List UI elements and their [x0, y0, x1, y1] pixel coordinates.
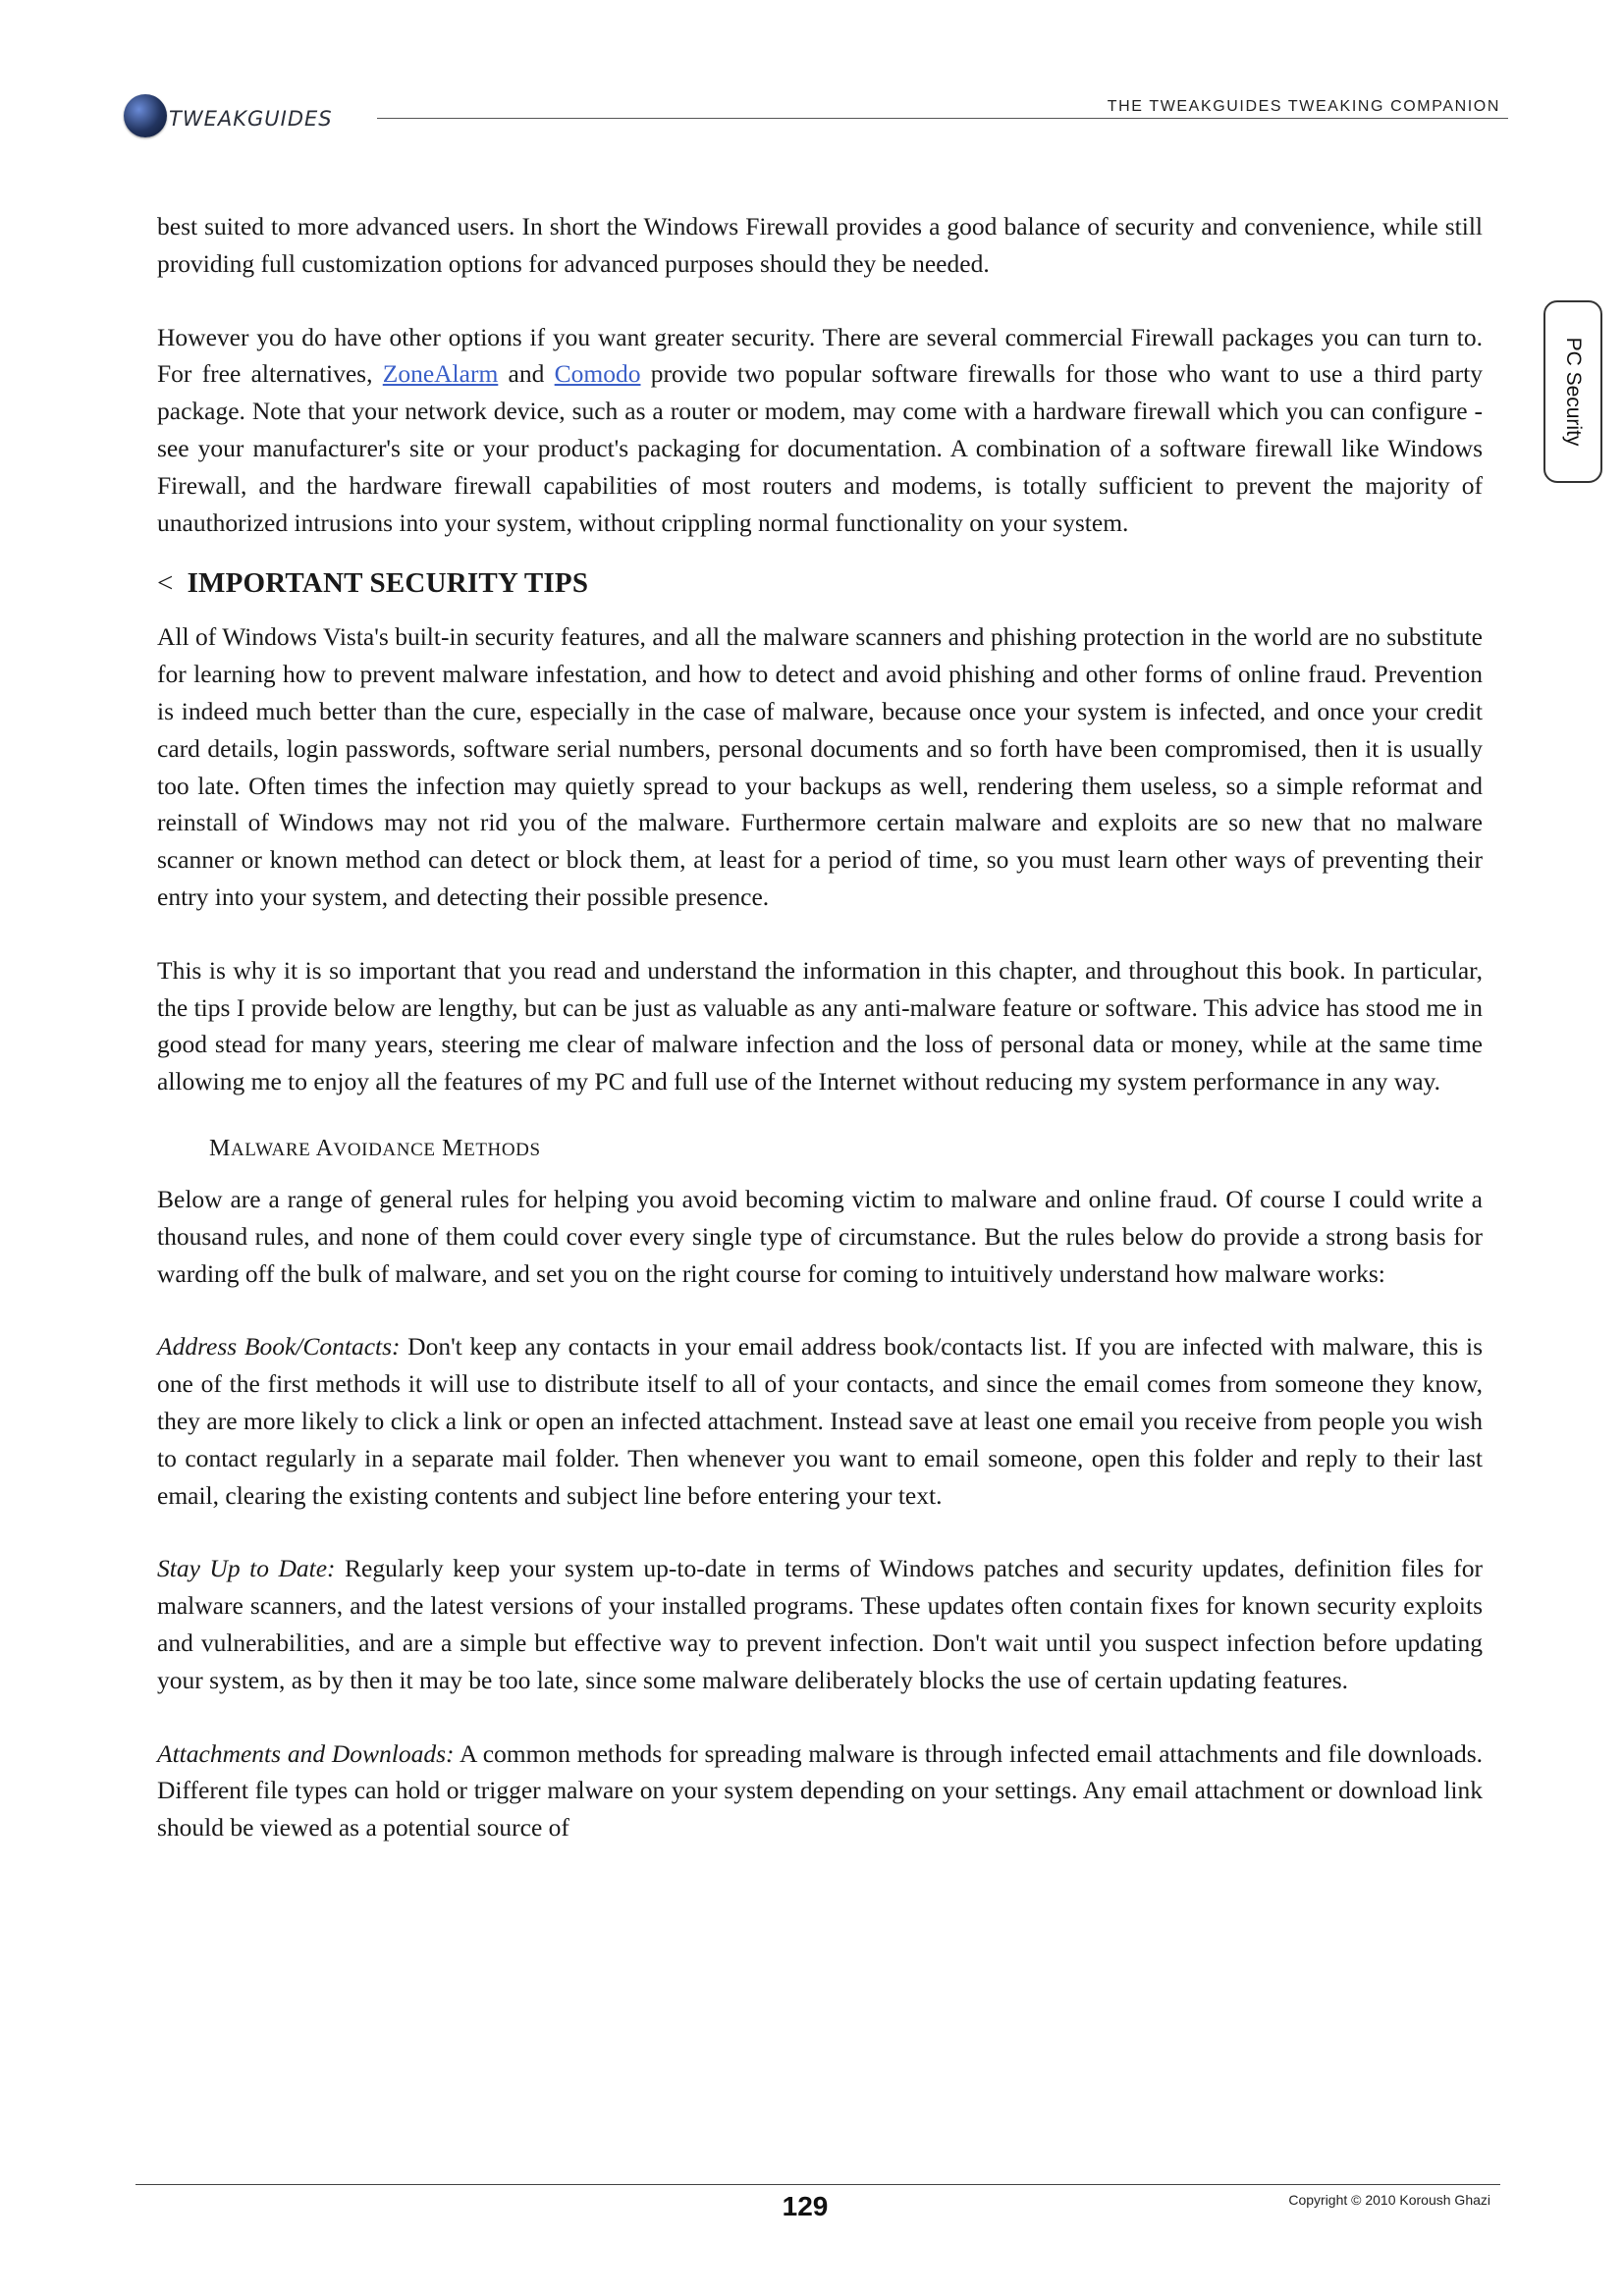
tip-lead: Attachments and Downloads:	[157, 1738, 455, 1768]
paragraph-firewall-options	[157, 319, 1483, 542]
comodo-link[interactable]: Comodo	[554, 359, 641, 389]
paragraph-address-book	[157, 1328, 1483, 1514]
page-number: 129	[782, 2191, 829, 2221]
page-content	[157, 208, 1483, 1846]
tip-lead: Stay Up to Date:	[157, 1554, 336, 1583]
section-heading	[157, 563, 1483, 603]
heading-smallcaps: ALWARE	[230, 1139, 311, 1160]
chapter-side-tab-label: PC Security	[1562, 337, 1585, 447]
chapter-side-tab	[1543, 300, 1602, 483]
paragraph-general-rules: Below are a range of general rules for helping you avoid becoming victim to malware and online fraud. Of course I could write a thousand rules, and none of them could cover every single type of circumstance. But the rules below do provide a strong basis for warding off the bulk of malware, and set you on the right course for coming to intuitively understand how malware works:	[157, 1184, 1483, 1288]
paragraph-importance: This is why it is so important that you read and understand the information in this chapter, and throughout this book. In particular, the tips I provide below are lengthy, but can be just as valuable as any anti-malware feature or software. This advice has stood me in good stead for many years, steering me clear of malware infection and the loss of personal data or money, while at the same time allowing me to enjoy all the features of my PC and full use of the Internet without reducing my system performance in any way.	[157, 955, 1483, 1096]
logo-text: TWEAKGUIDES	[169, 107, 333, 131]
paragraph-prevention: All of Windows Vista's built-in security features, and all the malware scanners and phishing protection in the world are no substitute for learning how to prevent malware infestation, and how to detect and avoid phishing and other forms of online fraud. Prevention is indeed much better than the cure, especially in the case of malware, because once your system is infected, and once your credit card details, login passwords, software serial numbers, personal documents and so forth have been compromised, then it is usually too late. Often times the infection may quietly spread to your backups as well, rendering them useless, so a simple reformat and reinstall of Windows may not rid you of the malware. Furthermore certain malware and exploits are so new that no malware scanner or known method can detect or block them, at least for a period of time, so you must learn other ways of preventing their entry into your system, and detecting their possible presence.	[157, 622, 1483, 911]
heading-smallcaps: ETHODS	[463, 1139, 541, 1160]
paragraph-stay-up-to-date	[157, 1550, 1483, 1698]
logo-globe-icon	[124, 94, 167, 137]
running-title: THE TWEAKGUIDES TWEAKING COMPANION	[1107, 98, 1500, 115]
paragraph-text: and	[498, 359, 555, 389]
tip-text: Regularly keep your system up-to-date in terms of Windows patches and security updates, definition files for malware scanners, and the latest versions of your installed programs. These updates often contain fixes for known security exploits and vulnerabilities, and are a simple but effective way to prevent infection. Don't wait until you suspect infection before updating your system, as by then it may be too late, since some malware deliberately blocks the use of certain updating features.	[157, 1554, 1483, 1694]
section-chevron-icon: <	[157, 567, 174, 600]
zonealarm-link[interactable]: ZoneAlarm	[382, 359, 499, 389]
tip-text: Don't keep any contacts in your email address book/contacts list. If you are infected with malware, this is one of the first methods it will use to distribute itself to all of your contacts, and since the email comes from someone they know, they are more likely to click a link or open an infected attachment. Instead save at least one email you receive from people you wish to contact regularly in a separate mail folder. Then whenever you want to email someone, open this folder and reply to their last email, clearing the existing contents and subject line before entering your text.	[157, 1332, 1484, 1510]
paragraph-attachments	[157, 1735, 1483, 1846]
tip-text: A common methods for spreading malware is through infected email attachments and file downloads. Different file types can hold or trigger malware on your system depending on your settings. Any email attachment or download link should be viewed as a potential source of	[157, 1738, 1483, 1842]
tip-lead: Address Book/Contacts:	[157, 1332, 401, 1362]
tweakguides-logo	[124, 94, 359, 143]
copyright-notice: Copyright © 2010 Koroush Ghazi	[1288, 2192, 1490, 2208]
heading-smallcaps: VOIDANCE	[333, 1139, 436, 1160]
paragraph-firewall-balance: best suited to more advanced users. In short the Windows Firewall provides a good balance of security and convenience, while still providing full customization options for advanced purposes should they be needed.	[157, 212, 1483, 278]
page-header	[0, 0, 1624, 157]
heading-letter: M	[209, 1135, 231, 1161]
paragraph-text: However you do have other options if you want greater security. There are several commercial Firewall packages you can turn to. For free alternatives,	[157, 322, 1483, 389]
heading-letter: A	[315, 1135, 334, 1161]
heading-letter: M	[442, 1135, 464, 1161]
footer-divider	[135, 2184, 1500, 2185]
subsection-heading	[209, 1132, 1483, 1167]
header-divider	[377, 118, 1508, 119]
paragraph-text: provide two popular software firewalls for those who want to use a third party package. Note that your network device, such as a router or modem, may come with a hardware firewall which you can configure - see your manufacturer's site or your product's packaging for documentation. A combination of a software firewall like Windows Firewall, and the hardware firewall capabilities of most routers and modems, is totally sufficient to prevent the majority of unauthorized intrusions into your system, without crippling normal functionality on your system.	[157, 359, 1483, 537]
section-heading-text: IMPORTANT SECURITY TIPS	[187, 567, 589, 600]
